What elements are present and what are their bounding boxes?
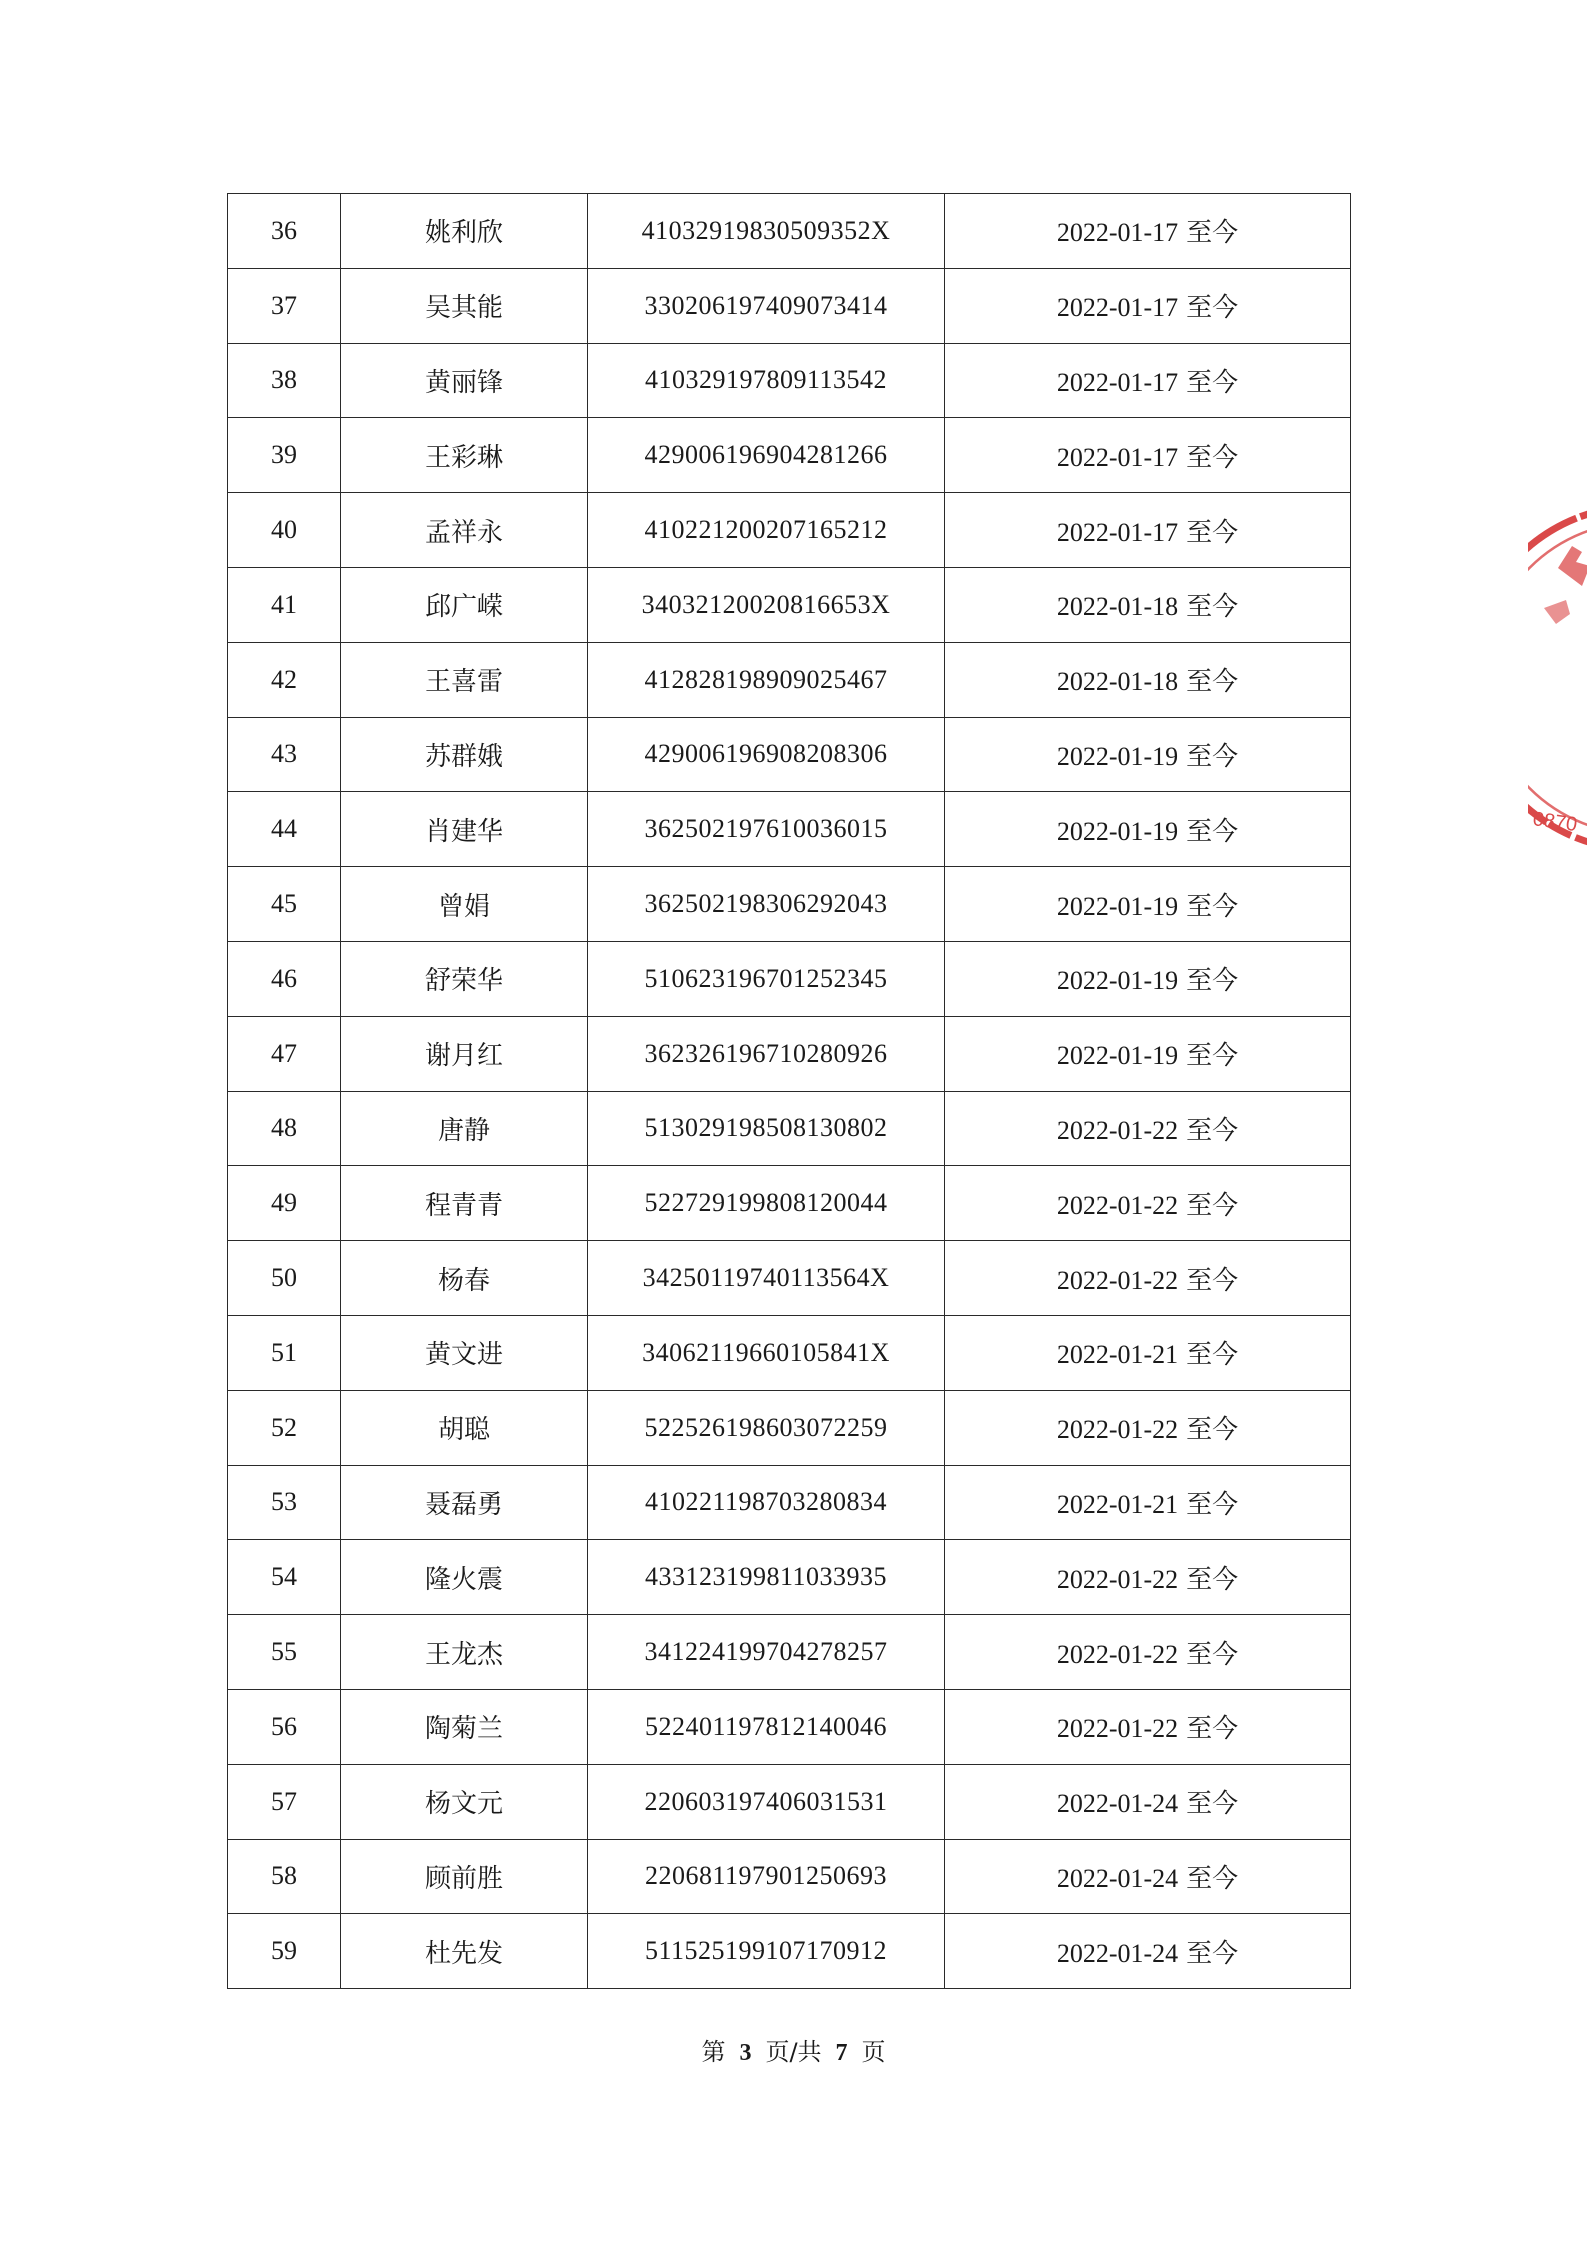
date-suffix: 至今 — [1186, 1489, 1239, 1520]
table-row — [228, 1390, 1351, 1465]
name-cell: 苏群娥 — [341, 717, 588, 792]
date-cell — [945, 567, 1351, 642]
start-date: 2022-01-18 — [1056, 667, 1179, 697]
name-cell: 邱广嵘 — [341, 567, 588, 642]
id-number-cell: 433123199811033935 — [588, 1540, 945, 1615]
date-cell — [945, 792, 1351, 867]
name-cell: 杜先发 — [341, 1914, 588, 1989]
date-suffix: 至今 — [1186, 1639, 1239, 1670]
name-cell: 黄丽锋 — [341, 343, 588, 418]
table-row — [228, 194, 1351, 269]
name-cell: 程青青 — [341, 1166, 588, 1241]
start-date: 2022-01-17 — [1056, 517, 1179, 547]
row-number-cell: 52 — [228, 1390, 341, 1465]
date-suffix: 至今 — [1186, 592, 1239, 623]
table-row — [228, 867, 1351, 942]
table-row — [228, 1166, 1351, 1241]
start-date: 2022-01-24 — [1056, 1863, 1179, 1893]
table-row — [228, 268, 1351, 343]
start-date: 2022-01-24 — [1056, 1789, 1179, 1819]
name-cell: 陶菊兰 — [341, 1689, 588, 1764]
date-suffix: 至今 — [1186, 517, 1239, 548]
date-suffix: 至今 — [1186, 1340, 1239, 1371]
start-date: 2022-01-19 — [1056, 891, 1179, 921]
table-row — [228, 1540, 1351, 1615]
date-cell — [945, 1390, 1351, 1465]
name-cell: 黄文进 — [341, 1315, 588, 1390]
date-suffix: 至今 — [1186, 1115, 1239, 1146]
name-cell: 聂磊勇 — [341, 1465, 588, 1540]
id-number-cell: 362326196710280926 — [588, 1016, 945, 1091]
date-cell — [945, 1540, 1351, 1615]
id-number-cell: 362502198306292043 — [588, 867, 945, 942]
start-date: 2022-01-22 — [1056, 1639, 1179, 1669]
date-suffix: 至今 — [1186, 442, 1239, 473]
date-suffix: 至今 — [1186, 1564, 1239, 1595]
date-suffix: 至今 — [1186, 741, 1239, 772]
row-number-cell: 47 — [228, 1016, 341, 1091]
table-row — [228, 792, 1351, 867]
table-row — [228, 1839, 1351, 1914]
table-row — [228, 717, 1351, 792]
start-date: 2022-01-17 — [1056, 367, 1179, 397]
row-number-cell: 57 — [228, 1764, 341, 1839]
row-number-cell: 40 — [228, 493, 341, 568]
table-row — [228, 1241, 1351, 1316]
date-suffix: 至今 — [1186, 1938, 1239, 1969]
row-number-cell: 59 — [228, 1914, 341, 1989]
seal-number-text: 0870 — [1531, 808, 1579, 837]
date-cell — [945, 941, 1351, 1016]
id-number-cell: 341224199704278257 — [588, 1615, 945, 1690]
name-cell: 杨文元 — [341, 1764, 588, 1839]
name-cell: 唐静 — [341, 1091, 588, 1166]
name-cell: 谢月红 — [341, 1016, 588, 1091]
table-row — [228, 418, 1351, 493]
start-date: 2022-01-21 — [1056, 1489, 1179, 1519]
date-suffix: 至今 — [1186, 891, 1239, 922]
date-cell — [945, 194, 1351, 269]
date-cell — [945, 1016, 1351, 1091]
footer-suffix: 页 — [861, 2038, 886, 2066]
date-cell — [945, 1764, 1351, 1839]
name-cell: 隆火震 — [341, 1540, 588, 1615]
id-number-cell: 410329197809113542 — [588, 343, 945, 418]
row-number-cell: 46 — [228, 941, 341, 1016]
table-row — [228, 343, 1351, 418]
date-suffix: 至今 — [1186, 1415, 1239, 1446]
table-row — [228, 1315, 1351, 1390]
date-suffix: 至今 — [1186, 1041, 1239, 1072]
id-number-cell: 34250119740113564X — [588, 1241, 945, 1316]
date-cell — [945, 268, 1351, 343]
date-suffix: 至今 — [1186, 1863, 1239, 1894]
id-number-cell: 410221200207165212 — [588, 493, 945, 568]
date-suffix: 至今 — [1186, 367, 1239, 398]
id-number-cell: 41032919830509352X — [588, 194, 945, 269]
row-number-cell: 41 — [228, 567, 341, 642]
row-number-cell: 56 — [228, 1689, 341, 1764]
start-date: 2022-01-22 — [1056, 1564, 1179, 1594]
table-row — [228, 567, 1351, 642]
date-cell — [945, 1689, 1351, 1764]
name-cell: 杨春 — [341, 1241, 588, 1316]
date-cell — [945, 1465, 1351, 1540]
start-date: 2022-01-19 — [1056, 816, 1179, 846]
start-date: 2022-01-22 — [1056, 1714, 1179, 1744]
date-cell — [945, 1615, 1351, 1690]
page-footer — [0, 2032, 1587, 2067]
start-date: 2022-01-17 — [1056, 293, 1179, 323]
id-number-cell: 410221198703280834 — [588, 1465, 945, 1540]
name-cell: 曾娟 — [341, 867, 588, 942]
start-date: 2022-01-22 — [1056, 1115, 1179, 1145]
id-number-cell: 330206197409073414 — [588, 268, 945, 343]
date-cell — [945, 418, 1351, 493]
date-suffix: 至今 — [1186, 1265, 1239, 1296]
row-number-cell: 50 — [228, 1241, 341, 1316]
id-number-cell: 34062119660105841X — [588, 1315, 945, 1390]
row-number-cell: 36 — [228, 194, 341, 269]
start-date: 2022-01-19 — [1056, 966, 1179, 996]
date-cell — [945, 642, 1351, 717]
row-number-cell: 45 — [228, 867, 341, 942]
date-suffix: 至今 — [1186, 816, 1239, 847]
table-row — [228, 1764, 1351, 1839]
date-cell — [945, 1839, 1351, 1914]
table-row — [228, 1465, 1351, 1540]
row-number-cell: 37 — [228, 268, 341, 343]
table-row — [228, 493, 1351, 568]
id-number-cell: 522729199808120044 — [588, 1166, 945, 1241]
date-cell — [945, 867, 1351, 942]
table-row — [228, 1615, 1351, 1690]
row-number-cell: 55 — [228, 1615, 341, 1690]
start-date: 2022-01-17 — [1056, 442, 1179, 472]
id-number-cell: 412828198909025467 — [588, 642, 945, 717]
id-number-cell: 511525199107170912 — [588, 1914, 945, 1989]
start-date: 2022-01-24 — [1056, 1938, 1179, 1968]
id-number-cell: 513029198508130802 — [588, 1091, 945, 1166]
personnel-table-body — [228, 194, 1351, 1989]
id-number-cell: 429006196904281266 — [588, 418, 945, 493]
start-date: 2022-01-22 — [1056, 1415, 1179, 1445]
row-number-cell: 42 — [228, 642, 341, 717]
name-cell: 王彩琳 — [341, 418, 588, 493]
date-cell — [945, 1091, 1351, 1166]
name-cell: 顾前胜 — [341, 1839, 588, 1914]
id-number-cell: 510623196701252345 — [588, 941, 945, 1016]
id-number-cell: 220603197406031531 — [588, 1764, 945, 1839]
date-cell — [945, 1315, 1351, 1390]
date-cell — [945, 1914, 1351, 1989]
start-date: 2022-01-19 — [1056, 1041, 1179, 1071]
table-row — [228, 1091, 1351, 1166]
name-cell: 肖建华 — [341, 792, 588, 867]
row-number-cell: 53 — [228, 1465, 341, 1540]
table-row — [228, 1016, 1351, 1091]
row-number-cell: 44 — [228, 792, 341, 867]
row-number-cell: 43 — [228, 717, 341, 792]
table-row — [228, 1914, 1351, 1989]
name-cell: 孟祥永 — [341, 493, 588, 568]
name-cell: 舒荣华 — [341, 941, 588, 1016]
row-number-cell: 48 — [228, 1091, 341, 1166]
row-number-cell: 39 — [228, 418, 341, 493]
start-date: 2022-01-22 — [1056, 1190, 1179, 1220]
official-seal-stamp — [1528, 498, 1587, 858]
date-suffix: 至今 — [1186, 966, 1239, 997]
date-cell — [945, 717, 1351, 792]
row-number-cell: 49 — [228, 1166, 341, 1241]
id-number-cell: 522401197812140046 — [588, 1689, 945, 1764]
row-number-cell: 58 — [228, 1839, 341, 1914]
name-cell: 胡聪 — [341, 1390, 588, 1465]
date-suffix: 至今 — [1186, 1714, 1239, 1745]
footer-prefix: 第 — [701, 2038, 726, 2066]
total-pages-number: 7 — [835, 2040, 848, 2066]
row-number-cell: 38 — [228, 343, 341, 418]
date-cell — [945, 493, 1351, 568]
start-date: 2022-01-22 — [1056, 1265, 1179, 1295]
footer-middle: 页/共 — [765, 2038, 822, 2066]
name-cell: 姚利欣 — [341, 194, 588, 269]
table-row — [228, 941, 1351, 1016]
date-cell — [945, 343, 1351, 418]
date-suffix: 至今 — [1186, 667, 1239, 698]
start-date: 2022-01-17 — [1056, 218, 1179, 248]
start-date: 2022-01-19 — [1056, 741, 1179, 771]
date-suffix: 至今 — [1186, 1190, 1239, 1221]
name-cell: 吴其能 — [341, 268, 588, 343]
table-row — [228, 642, 1351, 717]
id-number-cell: 429006196908208306 — [588, 717, 945, 792]
personnel-table — [227, 193, 1351, 1989]
start-date: 2022-01-21 — [1056, 1340, 1179, 1370]
id-number-cell: 362502197610036015 — [588, 792, 945, 867]
date-cell — [945, 1241, 1351, 1316]
start-date: 2022-01-18 — [1056, 592, 1179, 622]
id-number-cell: 220681197901250693 — [588, 1839, 945, 1914]
id-number-cell: 522526198603072259 — [588, 1390, 945, 1465]
row-number-cell: 51 — [228, 1315, 341, 1390]
current-page-number: 3 — [739, 2040, 752, 2066]
name-cell: 王喜雷 — [341, 642, 588, 717]
date-cell — [945, 1166, 1351, 1241]
date-suffix: 至今 — [1186, 293, 1239, 324]
row-number-cell: 54 — [228, 1540, 341, 1615]
id-number-cell: 34032120020816653X — [588, 567, 945, 642]
table-row — [228, 1689, 1351, 1764]
name-cell: 王龙杰 — [341, 1615, 588, 1690]
date-suffix: 至今 — [1186, 218, 1239, 249]
date-suffix: 至今 — [1186, 1789, 1239, 1820]
